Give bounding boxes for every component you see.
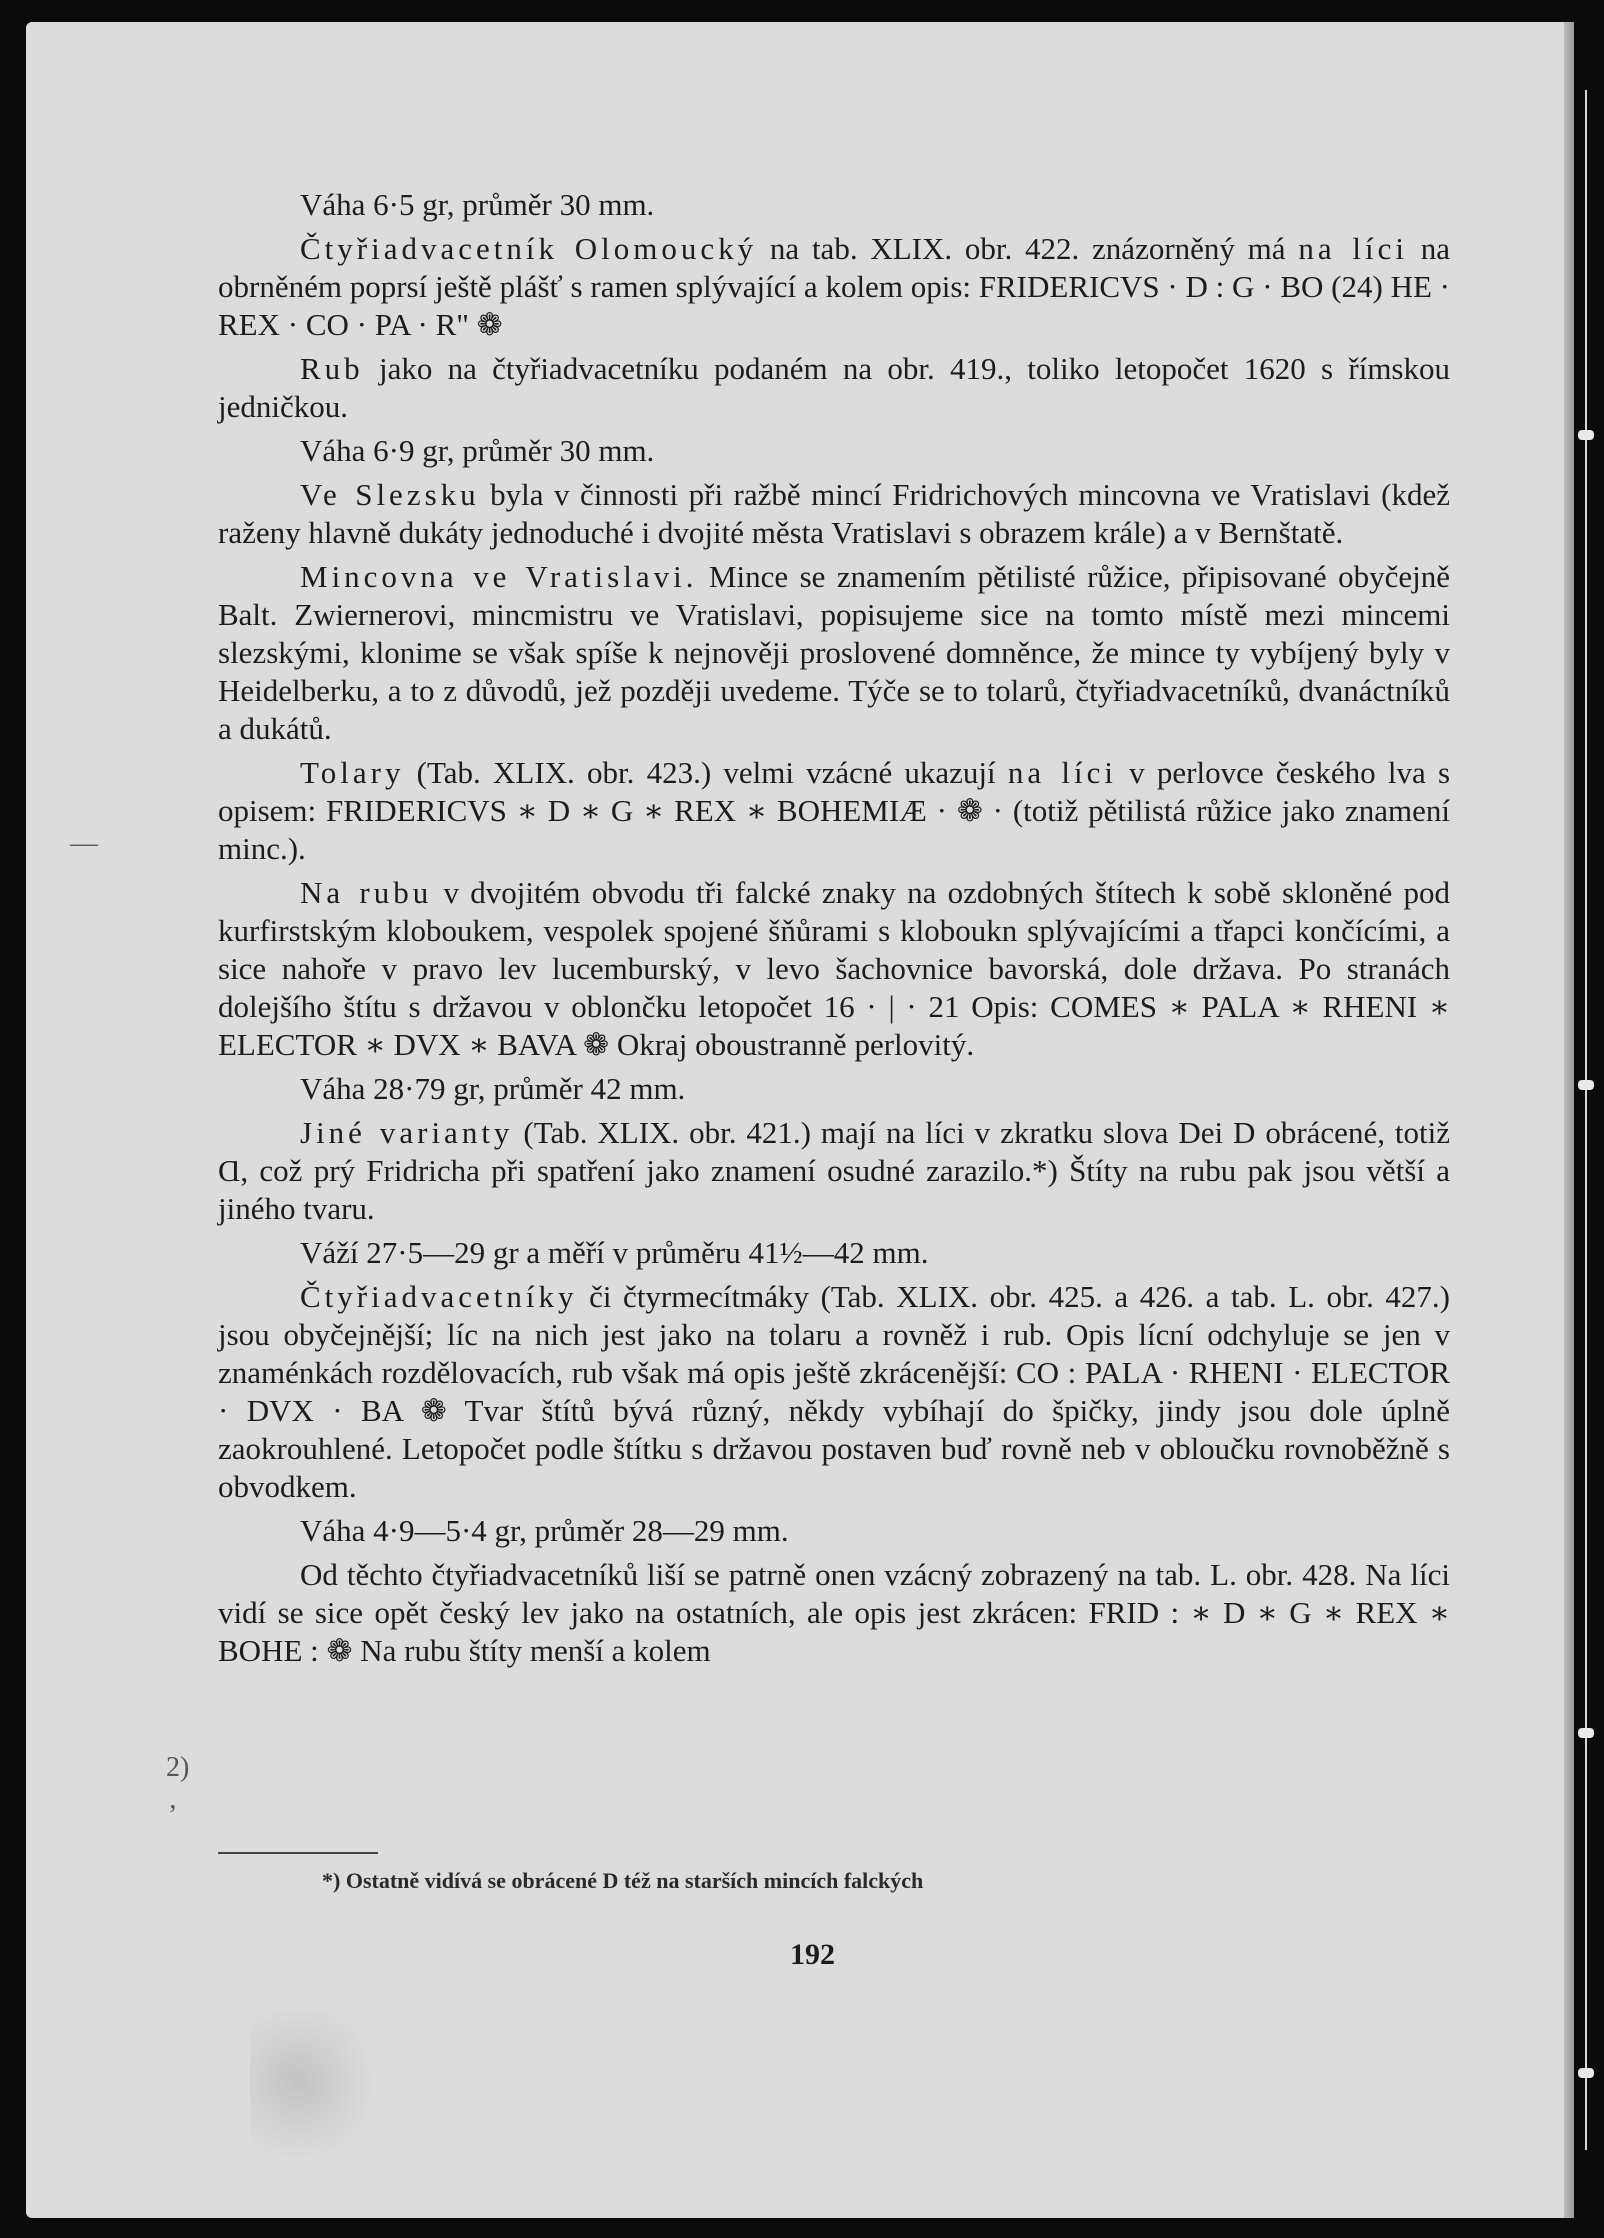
paragraph xyxy=(218,1512,1450,1550)
page-number: 192 xyxy=(790,1938,835,1971)
paragraph xyxy=(218,1556,1450,1670)
paragraph-text: (Tab. XLIX. obr. 421.) mají na líci v zkratku slova Dei D obrácené, totiž Ɑ, což prý Fridricha při spatření jako znamení osudné zarazilo.*) Štíty na rubu pak jsou větší a jiného tvaru. xyxy=(218,1115,1450,1226)
paragraph xyxy=(218,186,1450,224)
paragraph-text: Od těchto čtyřiadvacetníků liší se patrně onen vzácný zobrazený na tab. L. obr. 428. Na líci vidí se sice opět český lev jako na ostatních, ale opis jest zkrácen: FRID : ∗ D ∗ G ∗ REX ∗ BOHE : ❁ Na rubu štíty menší a kolem xyxy=(218,1557,1450,1668)
paragraph xyxy=(218,1234,1450,1272)
paragraph-text: na tab. XLIX. obr. 422. znázorněný má xyxy=(757,231,1299,266)
spaced-heading: Čtyřiadvacetník Olomoucký xyxy=(300,231,758,266)
scan-speckles xyxy=(250,2010,370,2190)
paragraph xyxy=(218,754,1450,868)
paragraph-text: Váží 27·5—29 gr a měří v průměru 41½—42 mm. xyxy=(300,1235,929,1270)
paragraph-text: na obrněném poprsí ještě plášť s ramen splývající a kolem opis: FRIDERICVS · D : G · BO (24) HE · REX · CO · PA · R" ❁ xyxy=(218,231,1450,342)
edge-tick xyxy=(1578,2068,1594,2078)
paragraph-text: Váha 6·5 gr, průměr 30 mm. xyxy=(300,187,655,222)
footnote: *) Ostatně vidívá se obrácené D též na starších mincích falckých xyxy=(322,1868,924,1893)
paragraph xyxy=(218,476,1450,552)
paragraph-text: Váha 6·9 gr, průměr 30 mm. xyxy=(300,433,655,468)
paragraph-text: byla v činnosti při ražbě mincí Fridrichových mincovna ve Vratislavi (kdež raženy hlavně dukáty jednoduché i dvojité města Vratislavi s obrazem krále) a v Bernštatě. xyxy=(218,477,1450,550)
paragraph-text: Mince se znamením pětilisté růžice, připisované obyčejně Balt. Zwiernerovi, mincmistru ve Vratislavi, popisujeme sice na tomto místě mezi mincemi slezskými, klonime se však spíše k nejnověji proslovené domněnce, že mince ty vybíjený byly v Heidelberku, a to z důvodů, jež později uvedeme. Týče se to tolarů, čtyřiadvacetníků, dvanáctníků a dukátů. xyxy=(218,559,1450,746)
spaced-heading: Rub xyxy=(300,351,364,386)
edge-tick xyxy=(1578,1080,1594,1090)
page-body xyxy=(218,186,1450,1676)
margin-dash: — xyxy=(70,828,98,859)
paragraph-text: či čtyrmecítmáky (Tab. XLIX. obr. 425. a 426. a tab. L. obr. 427.) jsou obyčejnější; líc na nich jest jako na tolaru a rovněž i rub. Opis lícní odchyluje se jen v znaménkách rozdělovacích, rub však má opis ještě zkrácenější: CO : PALA · RHENI · ELECTOR · DVX · BA ❁ Tvar štítů bývá různý, někdy vybíhají do špičky, jindy jsou dole úplně zaokrouhlené. Letopočet podle štítku s državou postaven buď rovně neb v obloučku rovnoběžně s obvodkem. xyxy=(218,1279,1450,1504)
paragraph-text: Váha 28·79 gr, průměr 42 mm. xyxy=(300,1071,686,1106)
paragraph-text: Váha 4·9—5·4 gr, průměr 28—29 mm. xyxy=(300,1513,789,1548)
paragraph xyxy=(218,1278,1450,1506)
paragraph-text: jako na čtyřiadvacetníku podaném na obr. 419., toliko letopočet 1620 s římskou jedničkou. xyxy=(218,351,1450,424)
paragraph xyxy=(218,558,1450,748)
paragraph xyxy=(218,1114,1450,1228)
spaced-heading: na líci xyxy=(1007,755,1117,790)
spaced-heading: Jiné varianty xyxy=(300,1115,514,1150)
spaced-heading: na líci xyxy=(1298,231,1408,266)
footnote-rule xyxy=(218,1852,378,1854)
margin-annotation: 2) xyxy=(166,1752,190,1783)
paragraph xyxy=(218,230,1450,344)
edge-tick xyxy=(1578,1728,1594,1738)
paragraph-text: v perlovce českého lva s opisem: FRIDERICVS ∗ D ∗ G ∗ REX ∗ BOHEMIÆ · ❁ · (totiž pětilistá růžice jako znamení minc.). xyxy=(218,755,1451,866)
paragraph xyxy=(218,350,1450,426)
spaced-heading: Čtyřiadvacetníky xyxy=(300,1279,578,1314)
paragraph xyxy=(218,874,1450,1064)
paragraph-text: (Tab. XLIX. obr. 423.) velmi vzácné ukazují xyxy=(404,755,1008,790)
spaced-heading: Mincovna ve Vratislavi. xyxy=(300,559,698,594)
page-edge-shadow xyxy=(1564,22,1574,2218)
edge-tick xyxy=(1578,430,1594,440)
spaced-heading: Na rubu xyxy=(300,875,433,910)
page-edge-line xyxy=(1585,90,1587,2150)
paragraph xyxy=(218,1070,1450,1108)
paragraph-text: v dvojitém obvodu tři falcké znaky na ozdobných štítech k sobě skloněné pod kurfirstským kloboukem, vespolek spojené šňůrami s kloboukn splývajícími a třapci končícími, a sice nahoře v pravo lev lucemburský, v levo šachovnice bavorská, dole država. Po stranách dolejšího štítu s državou v oblončku letopočet 16 · | · 21 Opis: COMES ∗ PALA ∗ RHENI ∗ ELECTOR ∗ DVX ∗ BAVA ❁ Okraj oboustranně perlovitý. xyxy=(218,875,1450,1062)
spaced-heading: Tolary xyxy=(300,755,405,790)
paragraph xyxy=(218,432,1450,470)
margin-annotation: ʼ xyxy=(168,1800,178,1831)
spaced-heading: Ve Slezsku xyxy=(300,477,480,512)
